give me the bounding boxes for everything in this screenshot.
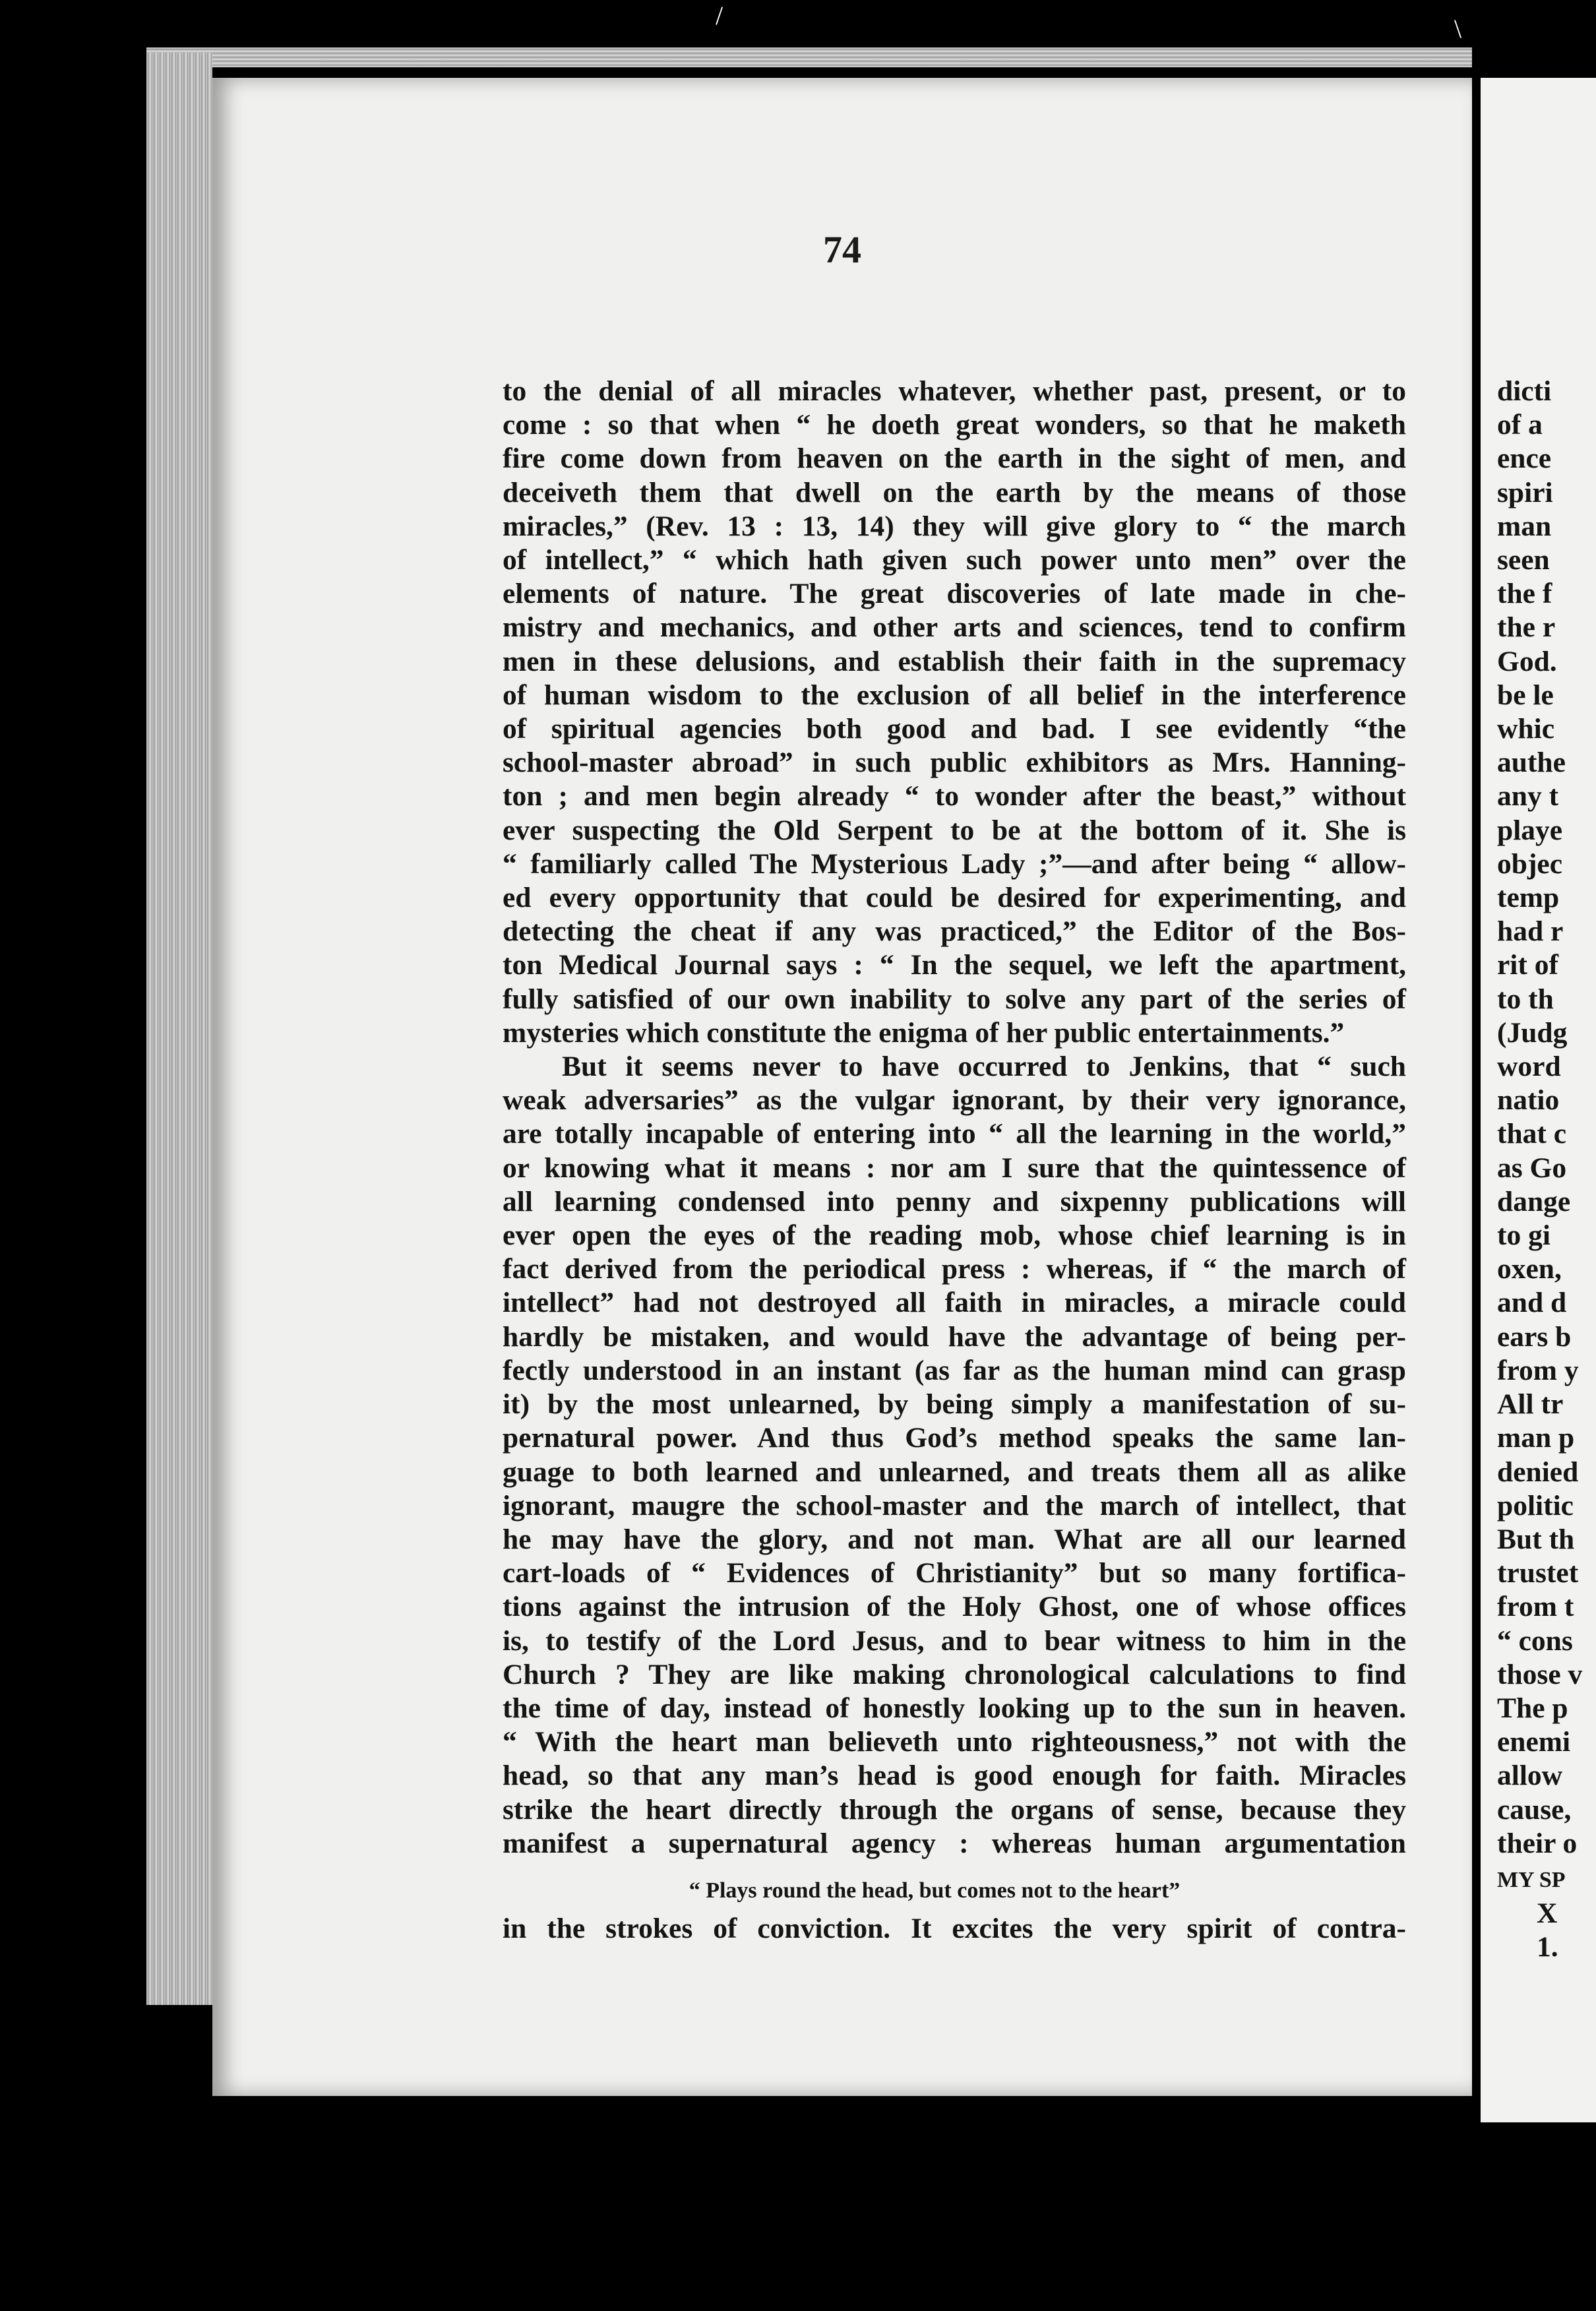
facing-text-fragment: dange: [1497, 1185, 1571, 1217]
text-line: ton Medical Journal says : “ In the sequel, we left the apartment,: [503, 949, 1406, 981]
text-line: are totally incapable of entering into “ all the learning in the world,”: [503, 1118, 1406, 1150]
text-line-final: in the strokes of conviction. It excites the very spirit of contra-: [503, 1912, 1406, 1944]
facing-text-fragment: enemi: [1497, 1726, 1571, 1758]
facing-text-fragment: God.: [1497, 645, 1557, 677]
facing-text-fragment: of a: [1497, 409, 1543, 441]
text-line: of human wisdom to the exclusion of all belief in the interference: [503, 679, 1406, 711]
facing-text-fragment: rit of: [1497, 949, 1558, 981]
facing-text-fragment: denied: [1497, 1456, 1579, 1488]
facing-text-fragment: allow: [1497, 1760, 1563, 1792]
facing-text-fragment: had r: [1497, 915, 1564, 948]
text-line: all learning condensed into penny and sixpenny publications will: [503, 1185, 1406, 1217]
text-line: pernatural power. And thus God’s method speaks the same lan-: [503, 1422, 1406, 1454]
facing-page-text: [1497, 375, 1596, 1965]
text-line: mysteries which constitute the enigma of her public entertainments.”: [503, 1016, 1345, 1049]
text-line: manifest a supernatural agency : whereas human argumentation: [503, 1827, 1406, 1859]
text-line: of intellect,” “ which hath given such power unto men” over the: [503, 544, 1406, 576]
text-line: ever open the eyes of the reading mob, whose chief learning is in: [503, 1219, 1406, 1252]
text-line: deceiveth them that dwell on the earth by the means of those: [503, 476, 1406, 508]
facing-text-fragment: cause,: [1497, 1793, 1572, 1826]
quotation-line: “ Plays round the head, but comes not to the heart”: [689, 1878, 1181, 1903]
facing-text-fragment: as Go: [1497, 1152, 1567, 1184]
text-line: of spiritual agencies both good and bad. I see evidently “the: [503, 713, 1406, 745]
text-line: ed every opportunity that could be desired for experimenting, and: [503, 882, 1406, 914]
facing-text-fragment: objec: [1497, 847, 1563, 880]
text-line: guage to both learned and unlearned, and treats them all as alike: [503, 1456, 1406, 1488]
text-line: ton ; and men begin already “ to wonder after the beast,” without: [503, 780, 1406, 813]
text-line: fact derived from the periodical press : whereas, if “ the march of: [503, 1253, 1406, 1285]
facing-text-fragment: trustet: [1497, 1557, 1579, 1589]
facing-text-fragment: All tr: [1497, 1388, 1564, 1421]
facing-text-fragment: to gi: [1497, 1219, 1550, 1252]
facing-text-fragment: from t: [1497, 1591, 1574, 1623]
facing-text-fragment: word: [1497, 1051, 1561, 1083]
text-line: it) by the most unlearned, by being simply a manifestation of su-: [503, 1388, 1406, 1421]
text-line: ever suspecting the Old Serpent to be at the bottom of it. She is: [503, 814, 1406, 846]
text-line: or knowing what it means : nor am I sure that the quintessence of: [503, 1152, 1406, 1184]
page-number: 74: [823, 228, 861, 271]
facing-text-fragment: authe: [1497, 747, 1566, 779]
facing-text-fragment: man p: [1497, 1422, 1575, 1454]
facing-text-fragment: from y: [1497, 1354, 1579, 1386]
facing-text-fragment: temp: [1497, 882, 1560, 914]
facing-text-fragment: spiri: [1497, 476, 1553, 508]
scan-mark: \: [1454, 14, 1462, 44]
text-line: Church ? They are like making chronological calculations to find: [503, 1658, 1406, 1690]
facing-text-fragment: oxen,: [1497, 1253, 1562, 1285]
facing-text-fragment: their o: [1497, 1827, 1578, 1859]
text-line: strike the heart directly through the organs of sense, because they: [503, 1793, 1406, 1826]
facing-text-fragment: “ cons: [1497, 1624, 1573, 1657]
text-line: But it seems never to have occurred to Jenkins, that “ such: [562, 1051, 1406, 1083]
facing-text-fragment: that c: [1497, 1118, 1567, 1150]
facing-text-fragment: be le: [1497, 679, 1554, 711]
text-line: “ With the heart man believeth unto righteousness,” not with the: [503, 1726, 1406, 1758]
text-line: fire come down from heaven on the earth in the sight of men, and: [503, 443, 1406, 475]
facing-text-fragment: man: [1497, 510, 1552, 542]
facing-text-fragment: playe: [1497, 814, 1563, 846]
text-line: miracles,” (Rev. 13 : 13, 14) they will give glory to “ the march: [503, 510, 1406, 542]
book-fore-edge: [146, 53, 212, 2005]
facing-text-fragment: and d: [1497, 1287, 1567, 1319]
text-line: mistry and mechanics, and other arts and sciences, tend to confirm: [503, 611, 1406, 644]
text-line: the time of day, instead of honestly looking up to the sun in heaven.: [503, 1692, 1406, 1724]
text-line: fectly understood in an instant (as far as the human mind can grasp: [503, 1354, 1406, 1386]
text-line: cart-loads of “ Evidences of Christianity” but so many fortifica-: [503, 1557, 1406, 1589]
facing-text-fragment: the r: [1497, 611, 1556, 644]
facing-text-fragment: to th: [1497, 983, 1554, 1015]
text-line: tions against the intrusion of the Holy Ghost, one of whose offices: [503, 1591, 1406, 1623]
text-line: weak adversaries” as the vulgar ignorant, by their very ignorance,: [503, 1084, 1406, 1117]
facing-tail-fragment: X: [1537, 1897, 1558, 1930]
text-line: head, so that any man’s head is good enough for faith. Miracles: [503, 1760, 1406, 1792]
facing-tail-fragment: 1.: [1537, 1931, 1558, 1963]
facing-tail-fragment: MY SP: [1497, 1867, 1566, 1892]
text-line: is, to testify of the Lord Jesus, and to bear witness to him in the: [503, 1624, 1406, 1657]
text-line: men in these delusions, and establish their faith in the supremacy: [503, 645, 1406, 677]
facing-text-fragment: ears b: [1497, 1320, 1572, 1353]
text-line: he may have the glory, and not man. What are all our learned: [503, 1523, 1406, 1555]
facing-text-fragment: (Judg: [1497, 1016, 1568, 1049]
facing-text-fragment: dicti: [1497, 375, 1552, 407]
facing-text-fragment: politic: [1497, 1489, 1574, 1522]
text-line: school-master abroad” in such public exhibitors as Mrs. Hanning-: [503, 747, 1406, 779]
main-text-block: [503, 375, 1406, 1946]
text-line: hardly be mistaken, and would have the advantage of being per-: [503, 1320, 1406, 1353]
text-line: “ familiarly called The Mysterious Lady ;”—and after being “ allow-: [503, 847, 1406, 880]
facing-text-fragment: But th: [1497, 1523, 1575, 1555]
facing-text-fragment: those v: [1497, 1658, 1583, 1690]
text-line: to the denial of all miracles whatever, whether past, present, or to: [503, 375, 1406, 407]
text-line: come : so that when “ he doeth great wonders, so that he maketh: [503, 409, 1406, 441]
text-line: intellect” had not destroyed all faith in miracles, a miracle could: [503, 1287, 1406, 1319]
facing-text-fragment: natio: [1497, 1084, 1560, 1117]
facing-text-fragment: seen: [1497, 544, 1550, 576]
text-line: detecting the cheat if any was practiced,” the Editor of the Bos-: [503, 915, 1406, 948]
facing-text-fragment: The p: [1497, 1692, 1568, 1724]
scan-mark: /: [716, 1, 723, 30]
text-line: fully satisfied of our own inability to solve any part of the series of: [503, 983, 1406, 1015]
facing-text-fragment: whic: [1497, 713, 1554, 745]
text-line: ignorant, maugre the school-master and the march of intellect, that: [503, 1489, 1406, 1522]
text-line: elements of nature. The great discoveries of late made in che-: [503, 578, 1406, 610]
facing-text-fragment: the f: [1497, 578, 1552, 610]
facing-text-fragment: any t: [1497, 780, 1559, 813]
facing-text-fragment: ence: [1497, 443, 1552, 475]
